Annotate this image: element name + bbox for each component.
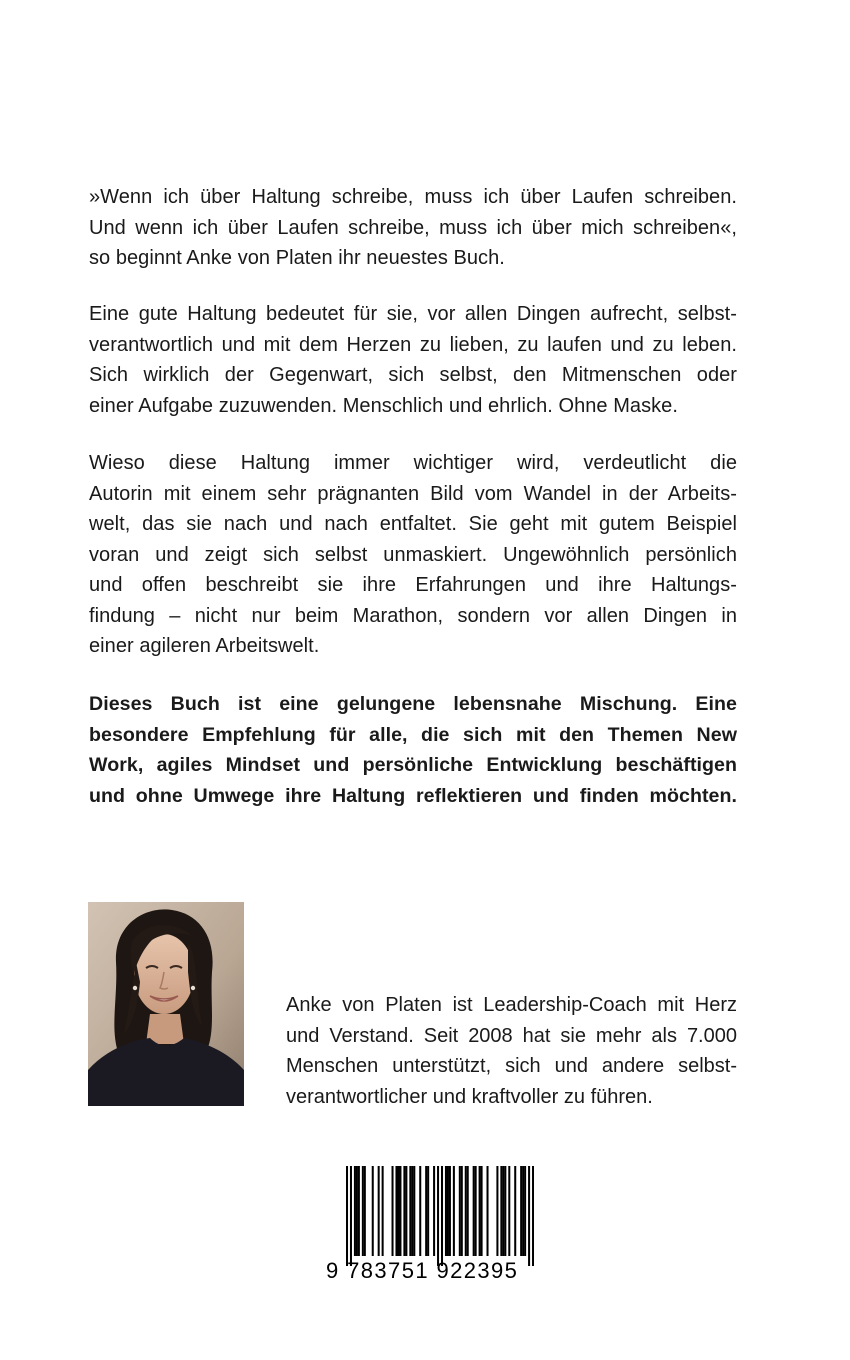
barcode-bar bbox=[395, 1166, 397, 1256]
barcode-bar bbox=[504, 1166, 506, 1256]
barcode-bar bbox=[403, 1166, 405, 1256]
barcode-bar bbox=[382, 1166, 384, 1256]
barcode-bar bbox=[441, 1166, 443, 1266]
text-line: findung – nicht nur beim Marathon, sondern vor allen Dingen in bbox=[89, 604, 737, 627]
text-line: Und wenn ich über Laufen schreibe, muss ich über mich schreiben«, bbox=[89, 216, 737, 239]
author-bio bbox=[286, 990, 737, 1112]
barcode-bar bbox=[500, 1166, 502, 1256]
barcode-bar bbox=[354, 1166, 356, 1256]
barcode-bar bbox=[524, 1166, 526, 1256]
text-line: Work, agiles Mindset und persönliche Entwicklung beschäftigen bbox=[89, 754, 737, 776]
barcode-bar bbox=[433, 1166, 435, 1256]
barcode-bar bbox=[437, 1166, 439, 1266]
barcode-bar bbox=[399, 1166, 401, 1256]
barcode-bar bbox=[487, 1166, 489, 1256]
text-line: verantwortlicher und kraftvoller zu führen. bbox=[286, 1085, 653, 1108]
text-line: einer agileren Arbeitswelt. bbox=[89, 635, 320, 657]
blurb-recommendation bbox=[89, 689, 737, 811]
author-photo bbox=[88, 902, 244, 1106]
text-line: Anke von Platen ist Leadership-Coach mit Herz bbox=[286, 994, 737, 1016]
barcode-bar bbox=[356, 1166, 358, 1256]
text-line: Sich wirklich der Gegenwart, sich selbst, den Mitmenschen oder bbox=[89, 364, 737, 386]
barcode-bar bbox=[392, 1166, 394, 1256]
barcode-bar bbox=[496, 1166, 498, 1256]
barcode-bar bbox=[461, 1166, 463, 1256]
blurb-paragraph-2 bbox=[89, 299, 737, 421]
barcode-bar bbox=[465, 1166, 467, 1256]
barcode-bar bbox=[372, 1166, 374, 1256]
barcode-bar bbox=[350, 1166, 352, 1266]
barcode-bar bbox=[447, 1166, 449, 1256]
barcode-bar bbox=[528, 1166, 530, 1266]
text-line: Eine gute Haltung bedeutet für sie, vor allen Dingen aufrecht, selbst- bbox=[89, 303, 737, 325]
barcode-bar bbox=[459, 1166, 461, 1256]
barcode-bar bbox=[397, 1166, 399, 1256]
text-line: und Verstand. Seit 2008 hat sie mehr als 7.000 bbox=[286, 1024, 737, 1047]
text-line: Autorin mit einem sehr prägnanten Bild vom Wandel in der Arbeits- bbox=[89, 482, 737, 505]
text-line: besondere Empfehlung für alle, die sich mit den Themen New bbox=[89, 723, 737, 746]
blurb-paragraph-1 bbox=[89, 182, 737, 274]
text-line: Wieso diese Haltung immer wichtiger wird, verdeutlicht die bbox=[89, 452, 737, 474]
barcode-bar bbox=[405, 1166, 407, 1256]
author-portrait-illustration bbox=[88, 902, 244, 1106]
text-line: so beginnt Anke von Platen ihr neuestes Buch. bbox=[89, 247, 505, 269]
barcode-bar bbox=[502, 1166, 504, 1256]
text-line: voran und zeigt sich selbst unmaskiert. Ungewöhnlich persönlich bbox=[89, 543, 737, 566]
text-line: und ohne Umwege ihre Haltung reflektieren und finden möchten. bbox=[89, 784, 737, 807]
barcode-bar bbox=[514, 1166, 516, 1256]
text-line: einer Aufgabe zuzuwenden. Menschlich und ehrlich. Ohne Maske. bbox=[89, 394, 678, 417]
barcode-bar bbox=[481, 1166, 483, 1256]
barcode-bar bbox=[362, 1166, 364, 1256]
barcode-bar bbox=[427, 1166, 429, 1256]
text-line: Menschen unterstützt, sich und andere selbst- bbox=[286, 1055, 737, 1077]
barcode-bars bbox=[346, 1166, 534, 1266]
barcode-bar bbox=[475, 1166, 477, 1256]
blurb-paragraph-3 bbox=[89, 448, 737, 662]
barcode-bar bbox=[358, 1166, 360, 1256]
text-line: welt, das sie nach und nach entfaltet. Sie geht mit gutem Beispiel bbox=[89, 513, 737, 535]
barcode-bar bbox=[479, 1166, 481, 1256]
barcode-bar bbox=[508, 1166, 510, 1256]
isbn-digits: 9 783751 922395 bbox=[326, 1258, 519, 1283]
barcode-bar bbox=[378, 1166, 380, 1256]
barcode-bar bbox=[425, 1166, 427, 1256]
barcode-bar bbox=[413, 1166, 415, 1256]
barcode-bar bbox=[449, 1166, 451, 1256]
barcode-bar bbox=[411, 1166, 413, 1256]
barcode-bar bbox=[522, 1166, 524, 1256]
isbn-barcode bbox=[326, 1164, 536, 1286]
barcode-bar bbox=[445, 1166, 447, 1256]
barcode-bar bbox=[467, 1166, 469, 1256]
text-line: verantwortlich und mit dem Herzen zu lieben, zu laufen und zu leben. bbox=[89, 333, 737, 356]
text-line: Dieses Buch ist eine gelungene lebensnahe Mischung. Eine bbox=[89, 693, 737, 715]
barcode-bar bbox=[473, 1166, 475, 1256]
barcode-bar bbox=[346, 1166, 348, 1266]
text-line: und offen beschreibt sie ihre Erfahrungen und ihre Haltungs- bbox=[89, 574, 737, 596]
text-line: »Wenn ich über Haltung schreibe, muss ich über Laufen schreiben. bbox=[89, 186, 737, 208]
barcode-bar bbox=[409, 1166, 411, 1256]
barcode-bar bbox=[453, 1166, 455, 1256]
barcode-bar bbox=[532, 1166, 534, 1266]
barcode-bar bbox=[520, 1166, 522, 1256]
barcode-bar bbox=[419, 1166, 421, 1256]
barcode-bar bbox=[364, 1166, 366, 1256]
